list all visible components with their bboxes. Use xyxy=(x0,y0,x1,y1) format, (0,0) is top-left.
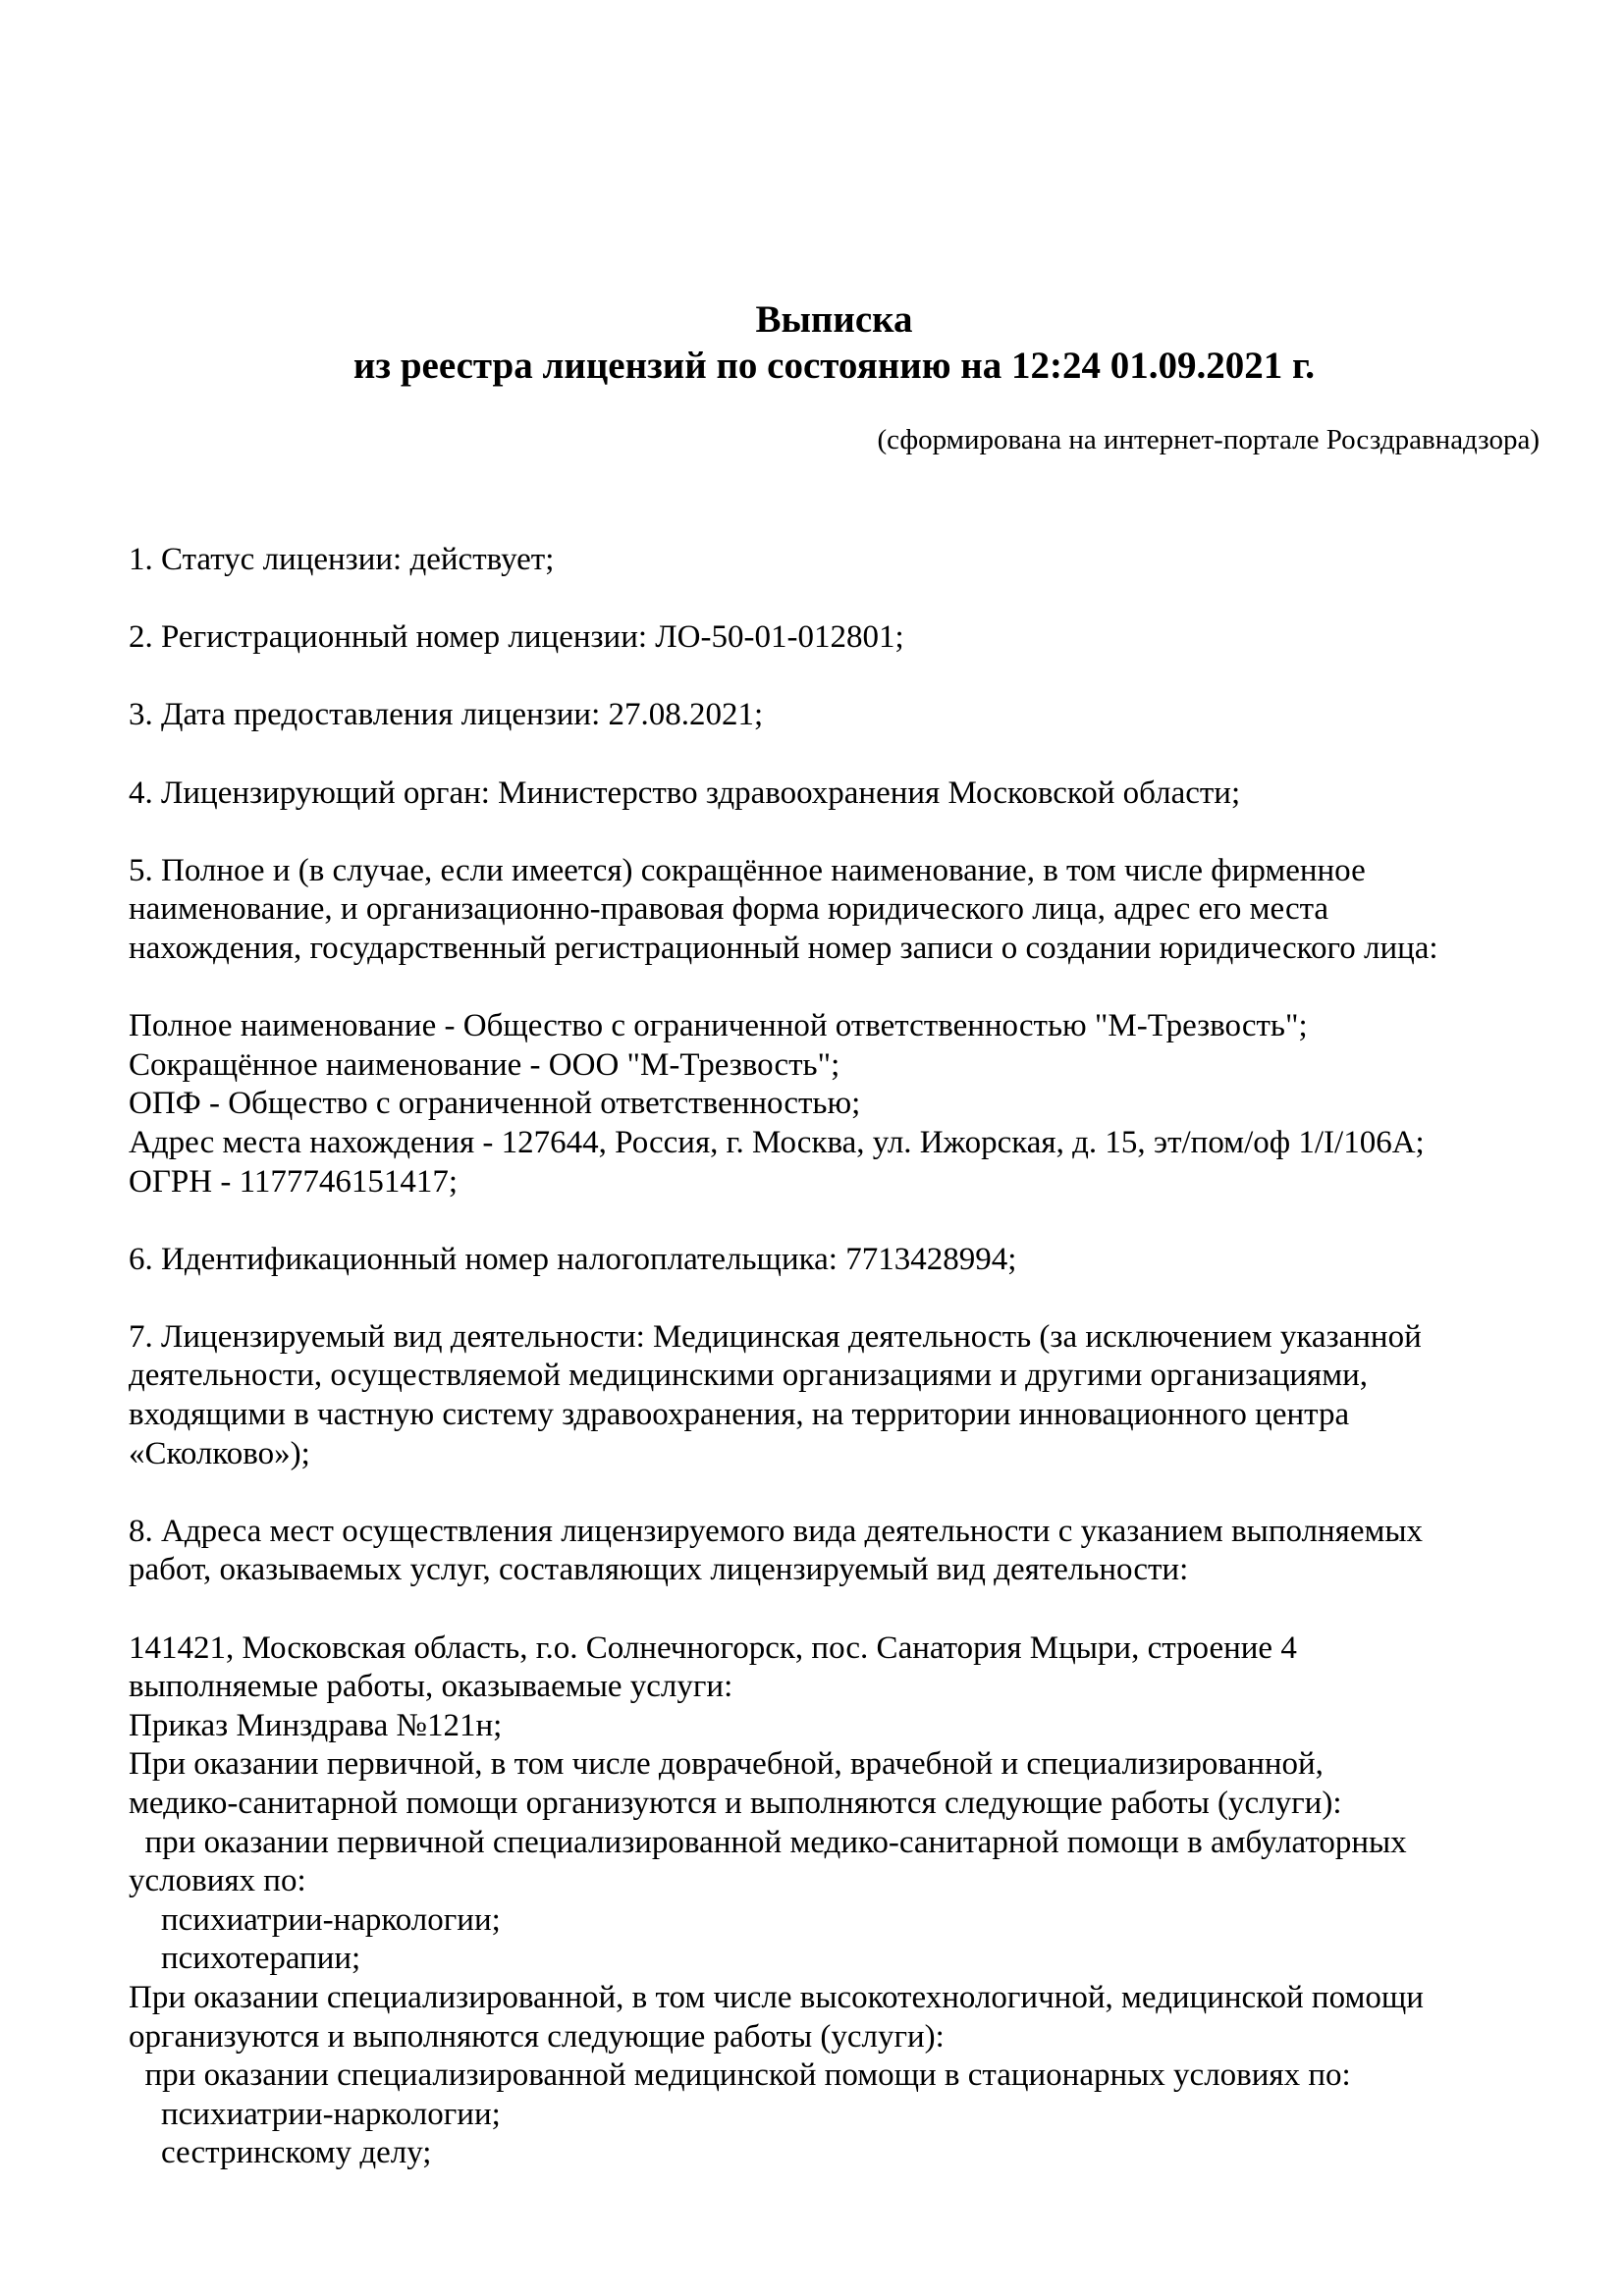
text-line: входящими в частную систему здравоохранения, на территории инновационного центра xyxy=(129,1397,1350,1433)
paragraph xyxy=(129,696,1540,735)
text-line: при оказании специализированной медицинской помощи в стационарных условиях по: xyxy=(129,2057,1351,2094)
text-line: Полное наименование - Общество с ограниченной ответственностью "М-Трезвость"; xyxy=(129,1008,1308,1044)
document-body xyxy=(129,541,1540,2173)
text-line: деятельности, осуществляемой медицинскими организациями и другими организациями, xyxy=(129,1358,1368,1394)
text-line: 2. Регистрационный номер лицензии: ЛО-50-01-012801; xyxy=(129,619,904,656)
text-line: медико-санитарной помощи организуются и выполняются следующие работы (услуги): xyxy=(129,1786,1342,1821)
text-line: работ, оказываемых услуг, составляющих лицензируемый вид деятельности: xyxy=(129,1552,1189,1588)
paragraph xyxy=(129,1318,1540,1473)
document-title xyxy=(129,296,1540,389)
text-line: Приказ Минздрава №121н; xyxy=(129,1707,503,1743)
document-title-line2: из реестра лицензий по состоянию на 12:24 01.09.2021 г. xyxy=(352,345,1316,387)
text-line: 3. Дата предоставления лицензии: 27.08.2021; xyxy=(129,697,764,733)
text-line: нахождения, государственный регистрационный номер записи о создании юридического лица: xyxy=(129,930,1438,966)
text-line: психиатрии-наркологии; xyxy=(129,2096,501,2132)
text-line: при оказании первичной специализированной медико-санитарной помощи в амбулаторных xyxy=(129,1824,1407,1860)
text-line: 8. Адреса мест осуществления лицензируемого вида деятельности с указанием выполняемых xyxy=(129,1513,1424,1549)
text-line: 6. Идентификационный номер налогоплательщика: 7713428994; xyxy=(129,1241,1017,1277)
paragraph xyxy=(129,618,1540,658)
document-title-line1: Выписка xyxy=(755,298,913,341)
text-line: «Сколково»); xyxy=(129,1435,310,1471)
paragraph xyxy=(129,1007,1540,1201)
paragraph xyxy=(129,1629,1540,2173)
text-line: При оказании специализированной, в том числе высокотехнологичной, медицинской помощи xyxy=(129,1979,1424,2015)
text-line: При оказании первичной, в том числе доврачебной, врачебной и специализированной, xyxy=(129,1746,1324,1783)
paragraph xyxy=(129,1513,1540,1590)
text-line: Адрес места нахождения - 127644, Россия, г. Москва, ул. Ижорская, д. 15, эт/пом/оф 1/I/106А; xyxy=(129,1124,1425,1160)
text-line: ОГРН - 1177746151417; xyxy=(129,1163,459,1200)
text-line: сестринскому делу; xyxy=(129,2135,432,2171)
text-line: 4. Лицензирующий орган: Министерство здравоохранения Московской области; xyxy=(129,774,1241,811)
paragraph xyxy=(129,1241,1540,1280)
text-line: психотерапии; xyxy=(129,1941,361,1977)
text-line: выполняемые работы, оказываемые услуги: xyxy=(129,1669,733,1705)
paragraph xyxy=(129,541,1540,580)
text-line: 5. Полное и (в случае, если имеется) сокращённое наименование, в том числе фирменное xyxy=(129,852,1366,888)
text-line: 1. Статус лицензии: действует; xyxy=(129,542,555,577)
text-line: 7. Лицензируемый вид деятельности: Медицинская деятельность (за исключением указанной xyxy=(129,1318,1422,1355)
text-line: психиатрии-наркологии; xyxy=(129,1901,501,1938)
paragraph xyxy=(129,774,1540,814)
text-line: условиях по: xyxy=(129,1863,306,1899)
text-line: организуются и выполняются следующие работы (услуги): xyxy=(129,2018,945,2055)
text-line: 141421, Московская область, г.о. Солнечногорск, пос. Санатория Мцыри, строение 4 xyxy=(129,1629,1297,1666)
document-subtitle: (сформирована на интернет-портале Росздравнадзора) xyxy=(877,424,1540,455)
text-line: Сокращённое наименование - ООО "М-Трезвость"; xyxy=(129,1046,840,1083)
paragraph xyxy=(129,852,1540,969)
text-line: ОПФ - Общество с ограниченной ответственностью; xyxy=(129,1086,861,1122)
text-line: наименование, и организационно-правовая форма юридического лица, адрес его места xyxy=(129,891,1329,928)
